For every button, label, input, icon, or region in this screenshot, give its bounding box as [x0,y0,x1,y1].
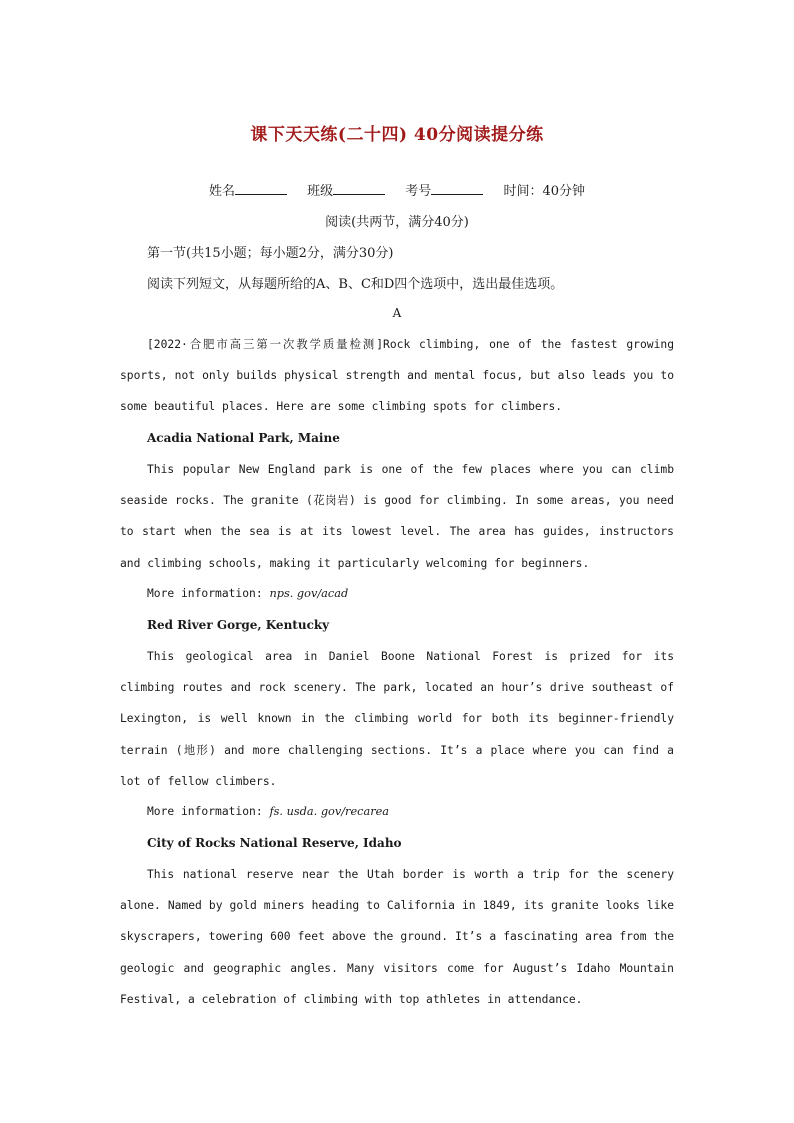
time-label: 时间：40分钟 [503,184,585,199]
info-url-red-river: fs. usda. gov/recarea [269,805,390,818]
class-blank[interactable] [333,181,385,195]
section-body-city-of-rocks: This national reserve near the Utah border is worth a trip for the scenery alone. Named by gold miners heading to California in 1849, its granite looks like skyscrapers, towering 600 feet above the ground. It’s a fascinating area from the geologic and geographic angles. Many visitors come for August’s Idaho Mountain Festival, a celebration of climbing with top athletes in attendance. [120,868,674,1006]
info-label: More information: [147,805,263,818]
section-heading-city-of-rocks: City of Rocks National Reserve, Idaho [147,836,402,850]
number-blank[interactable] [431,181,483,195]
info-url-acadia: nps. gov/acad [269,587,349,600]
info-line-acadia [147,587,348,600]
section-heading-red-river: Red River Gorge, Kentucky [147,618,330,632]
name-label: 姓名 [208,184,235,199]
number-label: 考号 [405,184,432,199]
passage-intro: [2022·合肥市高三第一次教学质量检测]Rock climbing, one of the fastest growing sports, not only builds physical strength and mental focus, but also leads you to some beautiful places. Here are some climbing spots for climbers. [120,338,674,414]
class-label: 班级 [307,184,334,199]
passage-label: A [392,306,402,320]
section-reading-heading: 阅读(共两节，满分40分) [325,215,469,230]
student-info-line [0,180,794,199]
info-label: More information: [147,587,263,600]
section-body-acadia: This popular New England park is one of the few places where you can climb seaside rocks. The granite (花岗岩) is good for climbing. In some areas, you need to start when the sea is at its lowest level. The area has guides, instructors and climbing schools, making it particularly welcoming for beginners. [120,463,674,570]
part-one-heading: 第一节(共15小题；每小题2分，满分30分) [147,246,394,261]
directions-text: 阅读下列短文，从每题所给的A、B、C和D四个选项中，选出最佳选项。 [147,277,564,292]
page-title: 课下天天练(二十四) 40分阅读提分练 [250,125,544,145]
section-heading-acadia: Acadia National Park, Maine [147,431,340,445]
name-blank[interactable] [235,181,287,195]
section-body-red-river: This geological area in Daniel Boone National Forest is prized for its climbing routes and rock scenery. The park, located an hour’s drive southeast of Lexington, is well known in the climbing world for both its beginner-friendly terrain (地形) and more challenging sections. It’s a place where you can find a lot of fellow climbers. [120,650,674,788]
info-line-red-river [147,805,389,818]
